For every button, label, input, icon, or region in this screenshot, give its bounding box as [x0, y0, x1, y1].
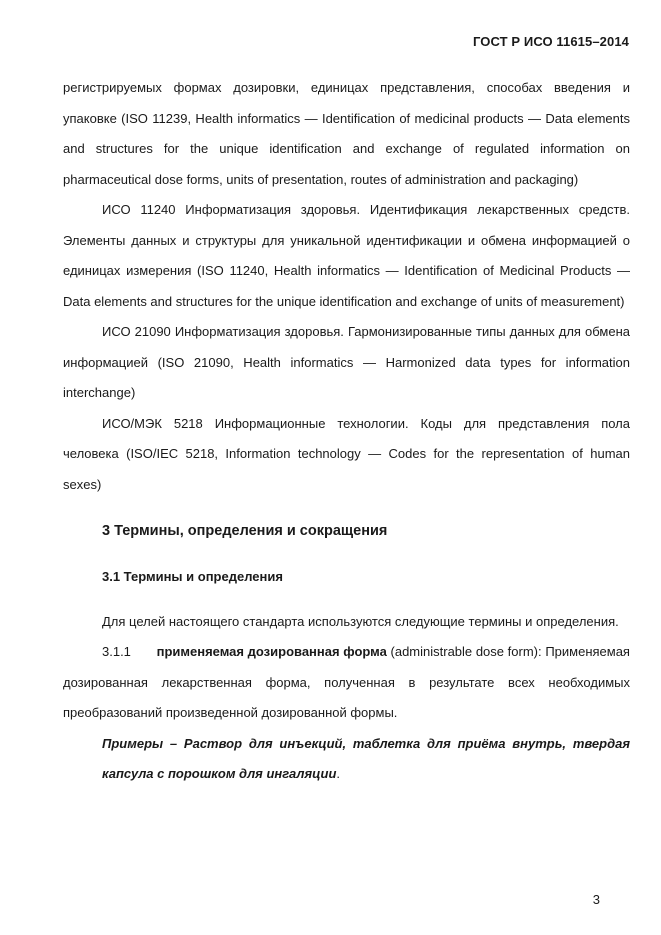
- term-number: 3.1.1: [102, 644, 131, 659]
- term-english: (administrable dose form):: [390, 644, 542, 659]
- section-intro: Для целей настоящего стандарта используются следующие термины и определения.: [102, 613, 619, 629]
- term-example: [63, 729, 630, 790]
- example-text: Примеры – Раствор для инъекций, таблетка для приёма внутрь, твердая капсула с порошком для ингаляции: [102, 735, 630, 781]
- reference-paragraph-iso-11239: регистрируемых формах дозировки, единицах представления, способах введения и упаковке (ISO 11239, Health informatics — Identification of medicinal products — Data elements and structures for the unique identification and exchange of regulated information on pharmaceutical dose forms, units of presentation, routes of administration and packaging): [63, 80, 630, 187]
- term-definition: [63, 637, 630, 729]
- reference-paragraph-iso-21090: ИСО 21090 Информатизация здоровья. Гармонизированные типы данных для обмена информацией (ISO 21090, Health informatics — Harmonized data types for information interchange): [63, 324, 630, 400]
- reference-paragraph-iso-11240: ИСО 11240 Информатизация здоровья. Идентификация лекарственных средств. Элементы данных и структуры для уникальной идентификации и обмена информацией о единицах измерения (ISO 11240, Health informatics — Identification of Medicinal Products — Data elements and structures for the unique identification and exchange of units of measurement): [63, 202, 630, 309]
- term-name: применяемая дозированная форма: [156, 644, 387, 659]
- section-title: 3 Термины, определения и сокращения: [102, 523, 388, 539]
- term-definition-text: Применяемая дозированная лекарственная форма, полученная в результате всех необходимых преобразований произведенной дозированной формы.: [63, 644, 630, 720]
- document-header: ГОСТ Р ИСО 11615–2014: [472, 34, 629, 49]
- example-end: .: [336, 766, 341, 781]
- subsection-title: 3.1 Термины и определения: [102, 569, 283, 584]
- document-body: [63, 73, 630, 790]
- page-number: 3: [592, 892, 600, 907]
- reference-paragraph-iso-iec-5218: ИСО/МЭК 5218 Информационные технологии. Коды для представления пола человека (ISO/IEC 5218, Information technology — Codes for the representation of human sexes): [63, 415, 630, 492]
